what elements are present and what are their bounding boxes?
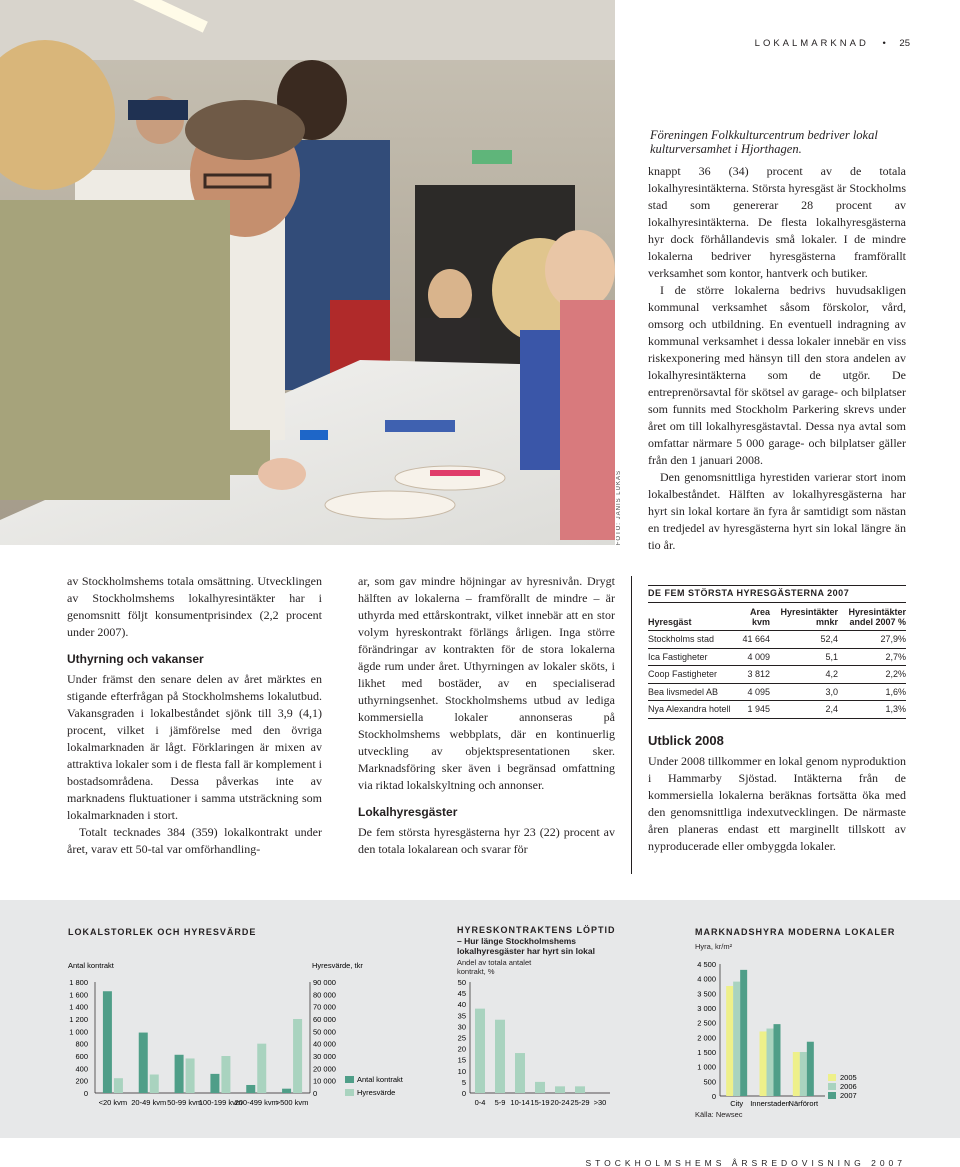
- table-cell: 5,1: [825, 651, 838, 662]
- table-cell: Stockholms stad: [648, 634, 715, 645]
- y-tick-label: 45: [457, 989, 466, 999]
- table-cell: 1,6%: [885, 686, 906, 697]
- legend-swatch: [828, 1074, 836, 1081]
- bar-2005: [760, 1031, 767, 1096]
- section-name: LOKALMARKNAD: [754, 38, 869, 49]
- bar-antal-kontrakt: [282, 1089, 291, 1093]
- column-divider: [631, 576, 632, 874]
- chart-ylabel-right: Hyresvärde, tkr: [312, 961, 363, 970]
- y-tick-label-right: 80 000: [313, 990, 336, 1000]
- table-title: DE FEM STÖRSTA HYRESGÄSTERNA 2007: [648, 585, 906, 603]
- chart-title: HYRESKONTRAKTENS LÖPTID: [457, 925, 616, 935]
- paragraph: I de större lokalerna bedrivs huvudsakligen kommunal verksamhet såsom förskolor, vård, omsorg och utbildning. En eventuell indragning av kommunal verksamhet i dessa lokaler innebär en viss riskexponering med hänsyn till den stora andelen av lokalhyresintäkterna som de utgör. De entreprenörsavtal för skötsel av garage- och bilplatser som funnits med Stockholm Parkering skrevs under året om till lokalhyresgästavtal. Dessa nya avtal som omfattar närmare 5 000 garage- och bilplatser gäller från den 1 januari 2008.: [648, 283, 906, 467]
- y-tick-label-right: 90 000: [313, 978, 336, 987]
- chart-lokalstorlek: [0, 900, 430, 1138]
- x-tick-label: Innerstaden: [750, 1099, 790, 1108]
- y-tick-label: 1 000: [69, 1027, 88, 1037]
- x-tick-label: 25-29: [570, 1098, 590, 1107]
- legend-label: 2005: [840, 1073, 857, 1082]
- bar-2006: [767, 1029, 774, 1096]
- x-tick-label: 15-19: [530, 1098, 550, 1107]
- y-tick-label: 4 000: [697, 974, 716, 984]
- x-tick-label: 20-49 kvm: [131, 1098, 167, 1107]
- y-tick-label: 30: [457, 1022, 466, 1032]
- legend-label: Antal kontrakt: [357, 1075, 403, 1084]
- chart-source: Källa: Newsec: [695, 1110, 743, 1119]
- bar-antal-kontrakt: [103, 991, 112, 1093]
- photo-illustration: [0, 0, 615, 545]
- table-cell: 41 664: [742, 634, 770, 645]
- heading-uthyrning: Uthyrning och vakanser: [67, 652, 204, 666]
- y-tick-label: 15: [457, 1055, 466, 1065]
- text-column-2: [358, 573, 615, 858]
- x-tick-label: 50-99 kvm: [167, 1098, 203, 1107]
- paragraph: De fem största hyresgästerna hyr 23 (22) procent av den totala lokalarean och svarar för: [358, 825, 615, 856]
- y-tick-label-right: 0: [313, 1089, 318, 1098]
- legend-label: Hyresvärde: [357, 1088, 396, 1097]
- table-cell: 2,7%: [885, 651, 906, 662]
- photo-credit: FOTO: JANIS LUKAS: [616, 470, 622, 546]
- chart-ylabel-left: Antal kontrakt: [68, 961, 114, 970]
- y-tick-label: 0: [461, 1089, 466, 1098]
- y-tick-label-right: 50 000: [313, 1027, 336, 1037]
- y-tick-label: 50: [457, 978, 466, 987]
- bar-hyresvarde: [114, 1078, 123, 1093]
- bar-2007: [774, 1024, 781, 1096]
- header-cell: Hyresintäkter mnkr: [780, 607, 838, 627]
- x-tick-label: 100-199 kvm: [198, 1098, 243, 1107]
- y-tick-label-right: 20 000: [313, 1064, 336, 1074]
- paragraph: av Stockholmshems totala omsättning. Utvecklingen av Stockholmshems lokalhyresintäkter har i genomsnitt följt konsumentprisindex (2,2 procent under 2007).: [67, 574, 322, 639]
- page-footer: STOCKHOLMSHEMS ÅRSREDOVISNING 2007: [585, 1158, 906, 1167]
- table-cell: 2,2%: [885, 669, 906, 680]
- y-tick-label-right: 40 000: [313, 1039, 336, 1049]
- chart-title: MARKNADSHYRA MODERNA LOKALER: [695, 927, 896, 937]
- bar-antal-kontrakt: [175, 1055, 184, 1093]
- paragraph: Under 2008 tillkommer en lokal genom nyproduktion i Hammarby Sjöstad. Intäkterna från de kommersiella lokalerna beräknas fortsätta öka med den genomsnittliga indexutvecklingen. De närmaste åren planeras endast ett marginellt tillskott av nyproducerade eller ombyggda lokaler.: [648, 754, 906, 853]
- y-tick-label: 1 000: [697, 1062, 716, 1072]
- table-cell: 27,9%: [880, 634, 906, 645]
- bar-loptid: [495, 1020, 505, 1093]
- table-row: [648, 684, 906, 702]
- table-row: [648, 701, 906, 719]
- bar-antal-kontrakt: [139, 1033, 148, 1093]
- bar-loptid: [475, 1009, 485, 1093]
- table-cell: Nya Alexandra hotell: [648, 704, 731, 715]
- legend-swatch: [828, 1092, 836, 1099]
- table-cell: 3 812: [747, 669, 770, 680]
- chart-loptid: [430, 900, 670, 1138]
- page-number: 25: [899, 38, 910, 49]
- heading-lokalhyresgaster: Lokalhyresgäster: [358, 805, 458, 819]
- bar-hyresvarde: [186, 1058, 195, 1093]
- x-tick-label: 10-14: [510, 1098, 530, 1107]
- text-column-3: [648, 163, 906, 554]
- y-tick-label-right: 30 000: [313, 1052, 336, 1061]
- chart-marknadshyra-svg: [670, 900, 960, 1138]
- y-tick-label: 2 500: [697, 1018, 716, 1028]
- bar-hyresvarde: [257, 1044, 266, 1093]
- legend-label: 2006: [840, 1082, 857, 1091]
- heading-utblick: Utblick 2008: [648, 733, 724, 748]
- x-tick-label: <20 kvm: [98, 1098, 128, 1107]
- y-tick-label: 800: [75, 1039, 88, 1049]
- x-tick-label: >500 kvm: [275, 1098, 309, 1107]
- y-tick-label: 500: [703, 1077, 716, 1087]
- chart-ylabel: Andel av totala antalet kontrakt, %: [457, 958, 532, 976]
- table-cell: Ica Fastigheter: [648, 651, 708, 662]
- bar-hyresvarde: [150, 1075, 159, 1094]
- x-tick-label: Närförort: [788, 1099, 819, 1108]
- y-tick-label: 1 600: [69, 990, 88, 1000]
- legend-swatch: [828, 1083, 836, 1090]
- x-tick-label: 0-4: [474, 1098, 486, 1107]
- header-cell: Hyresgäst: [648, 617, 692, 627]
- chart-marknadshyra: [670, 900, 960, 1138]
- y-tick-label: 600: [75, 1052, 88, 1061]
- y-tick-label: 0: [711, 1092, 716, 1101]
- y-tick-label: 1 400: [69, 1002, 88, 1012]
- bar-hyresvarde: [221, 1056, 230, 1093]
- y-tick-label: 35: [457, 1011, 466, 1021]
- table-cell: 2,4: [825, 704, 838, 715]
- y-tick-label: 40: [457, 1000, 466, 1010]
- bar-2005: [726, 986, 733, 1096]
- y-tick-label: 10: [457, 1066, 466, 1076]
- table-cell: 4 095: [747, 686, 770, 697]
- paragraph: ar, som gav mindre höjningar av hyresnivån. Drygt hälften av lokalerna – framförallt de mindre – är uthyrda med ettårskontrakt, vilket innebär att en stor volym hyreskontrakt förlängs årligen. Inga större förändringar av kontrakten för de stora lokalerna ägde rum under året. Uthyrningen av lokaler sköts, i likhet med bostäder, av en specialiserad uthyrningsenhet. Stockholmshems utbud av lediga kommersiella lokaler annonseras på Stockholmshems webbplats, där en kontinuerlig utveckling av objektspresentationen sker. Marknadsföring sker även i begränsad omfattning via riktad lokalskyltning och annonser.: [358, 574, 615, 792]
- bar-hyresvarde: [293, 1019, 302, 1093]
- header-cell: Hyresintäkter andel 2007 %: [848, 607, 906, 627]
- table-row: [648, 666, 906, 684]
- bar-2005: [793, 1052, 800, 1096]
- chart-lokalstorlek-svg: [0, 900, 430, 1138]
- paragraph: Totalt tecknades 384 (359) lokalkontrakt under året, varav ett 50-tal var omförhandling-: [67, 825, 322, 856]
- y-tick-label: 400: [75, 1064, 88, 1074]
- table-cell: Bea livsmedel AB: [648, 686, 719, 697]
- bar-loptid: [535, 1082, 545, 1093]
- y-tick-label: 25: [457, 1033, 466, 1043]
- chart-ylabel: Hyra, kr/m²: [695, 942, 733, 951]
- paragraph: Under främst den senare delen av året märktes en stigande efterfrågan på Stockholmshems lokalutbud. Vakansgraden i lokalbeståndet sjönk till 3,9 (4,1) procent, vilket i jämförelse med den övriga lokalmarknaden är lågt. Förklaringen är mixen av attraktiva lokaler som i de flesta fall är komplement i bostadsområdena. Dessa påverkas inte av marknadens fluktuationer i samma utsträckning som lokalmarknaden i stort.: [67, 672, 322, 822]
- bar-2007: [807, 1042, 814, 1096]
- y-tick-label: 1 500: [697, 1048, 716, 1057]
- y-tick-label: 5: [461, 1077, 466, 1087]
- bar-2006: [800, 1052, 807, 1096]
- y-tick-label: 2 000: [697, 1033, 716, 1043]
- legend-swatch: [345, 1076, 354, 1083]
- y-tick-label: 0: [83, 1089, 88, 1098]
- x-tick-label: City: [730, 1099, 744, 1108]
- chart-title: LOKALSTORLEK OCH HYRESVÄRDE: [68, 927, 257, 937]
- table-row: [648, 631, 906, 649]
- x-tick-label: 5-9: [494, 1098, 506, 1107]
- y-tick-label-right: 10 000: [313, 1076, 336, 1086]
- bar-2007: [740, 970, 747, 1096]
- x-tick-label: 20-24: [550, 1098, 570, 1107]
- chart-loptid-svg: [430, 900, 670, 1138]
- x-tick-label: 200-499 kvm: [234, 1098, 278, 1107]
- y-tick-label: 20: [457, 1044, 466, 1054]
- text-column-4: [648, 733, 906, 855]
- x-tick-label: >30: [593, 1098, 607, 1107]
- header-cell: Area kvm: [749, 607, 770, 627]
- table-cell: 3,0: [825, 686, 838, 697]
- paragraph: knappt 36 (34) procent av de totala lokalhyresintäkterna. Största hyresgäst är Stockholms stad som genererar 28 procent av lokalhyresintäkterna. De flesta lokalhyresgästerna hyr dock förhållandevis små lokaler. I de mindre lokalerna bedriver hyresgästerna framförallt verksamhet som kontor, hantverk och butiker.: [648, 164, 906, 280]
- paragraph: Den genomsnittliga hyrestiden varierar stort inom lokalbeståndet. Hälften av lokalhyresgästerna har hyrt sin lokal kortare än fyra år samtidigt som nästan en tredjedel av hyresgästerna hyrt sin lokal längre än tio år.: [648, 470, 906, 552]
- text-column-1: [67, 573, 322, 858]
- table-cell: 1 945: [747, 704, 770, 715]
- bar-2006: [733, 982, 740, 1096]
- y-tick-label: 3 000: [697, 1004, 716, 1013]
- y-tick-label-right: 70 000: [313, 1002, 336, 1012]
- table-cell: 52,4: [820, 634, 838, 645]
- table-cell: 1,3%: [885, 704, 906, 715]
- chart-subtitle: – Hur länge Stockholmshems lokalhyresgäster har hyrt sin lokal: [457, 936, 595, 956]
- legend-label: 2007: [840, 1091, 857, 1100]
- y-tick-label: 1 200: [69, 1015, 88, 1024]
- y-tick-label: 3 500: [697, 989, 716, 999]
- bar-loptid: [515, 1053, 525, 1093]
- bar-loptid: [555, 1086, 565, 1093]
- tenants-table: [648, 585, 906, 719]
- table-cell: Coop Fastigheter: [648, 669, 718, 680]
- y-tick-label: 1 800: [69, 978, 88, 987]
- y-tick-label-right: 60 000: [313, 1015, 336, 1024]
- y-tick-label: 200: [75, 1076, 88, 1086]
- table-cell: 4,2: [825, 669, 838, 680]
- bar-antal-kontrakt: [210, 1074, 219, 1093]
- table-row: [648, 649, 906, 667]
- running-head: [620, 38, 910, 49]
- bar-antal-kontrakt: [246, 1085, 255, 1093]
- section-bullet: •: [882, 38, 886, 49]
- table-cell: 4 009: [747, 651, 770, 662]
- legend-swatch: [345, 1089, 354, 1096]
- bar-loptid: [575, 1086, 585, 1093]
- photo: [0, 0, 615, 545]
- y-tick-label: 4 500: [697, 960, 716, 969]
- table-header: [648, 603, 906, 631]
- photo-caption: Föreningen Folkkulturcentrum bedriver lokal kulturversamhet i Hjorthagen.: [650, 128, 878, 156]
